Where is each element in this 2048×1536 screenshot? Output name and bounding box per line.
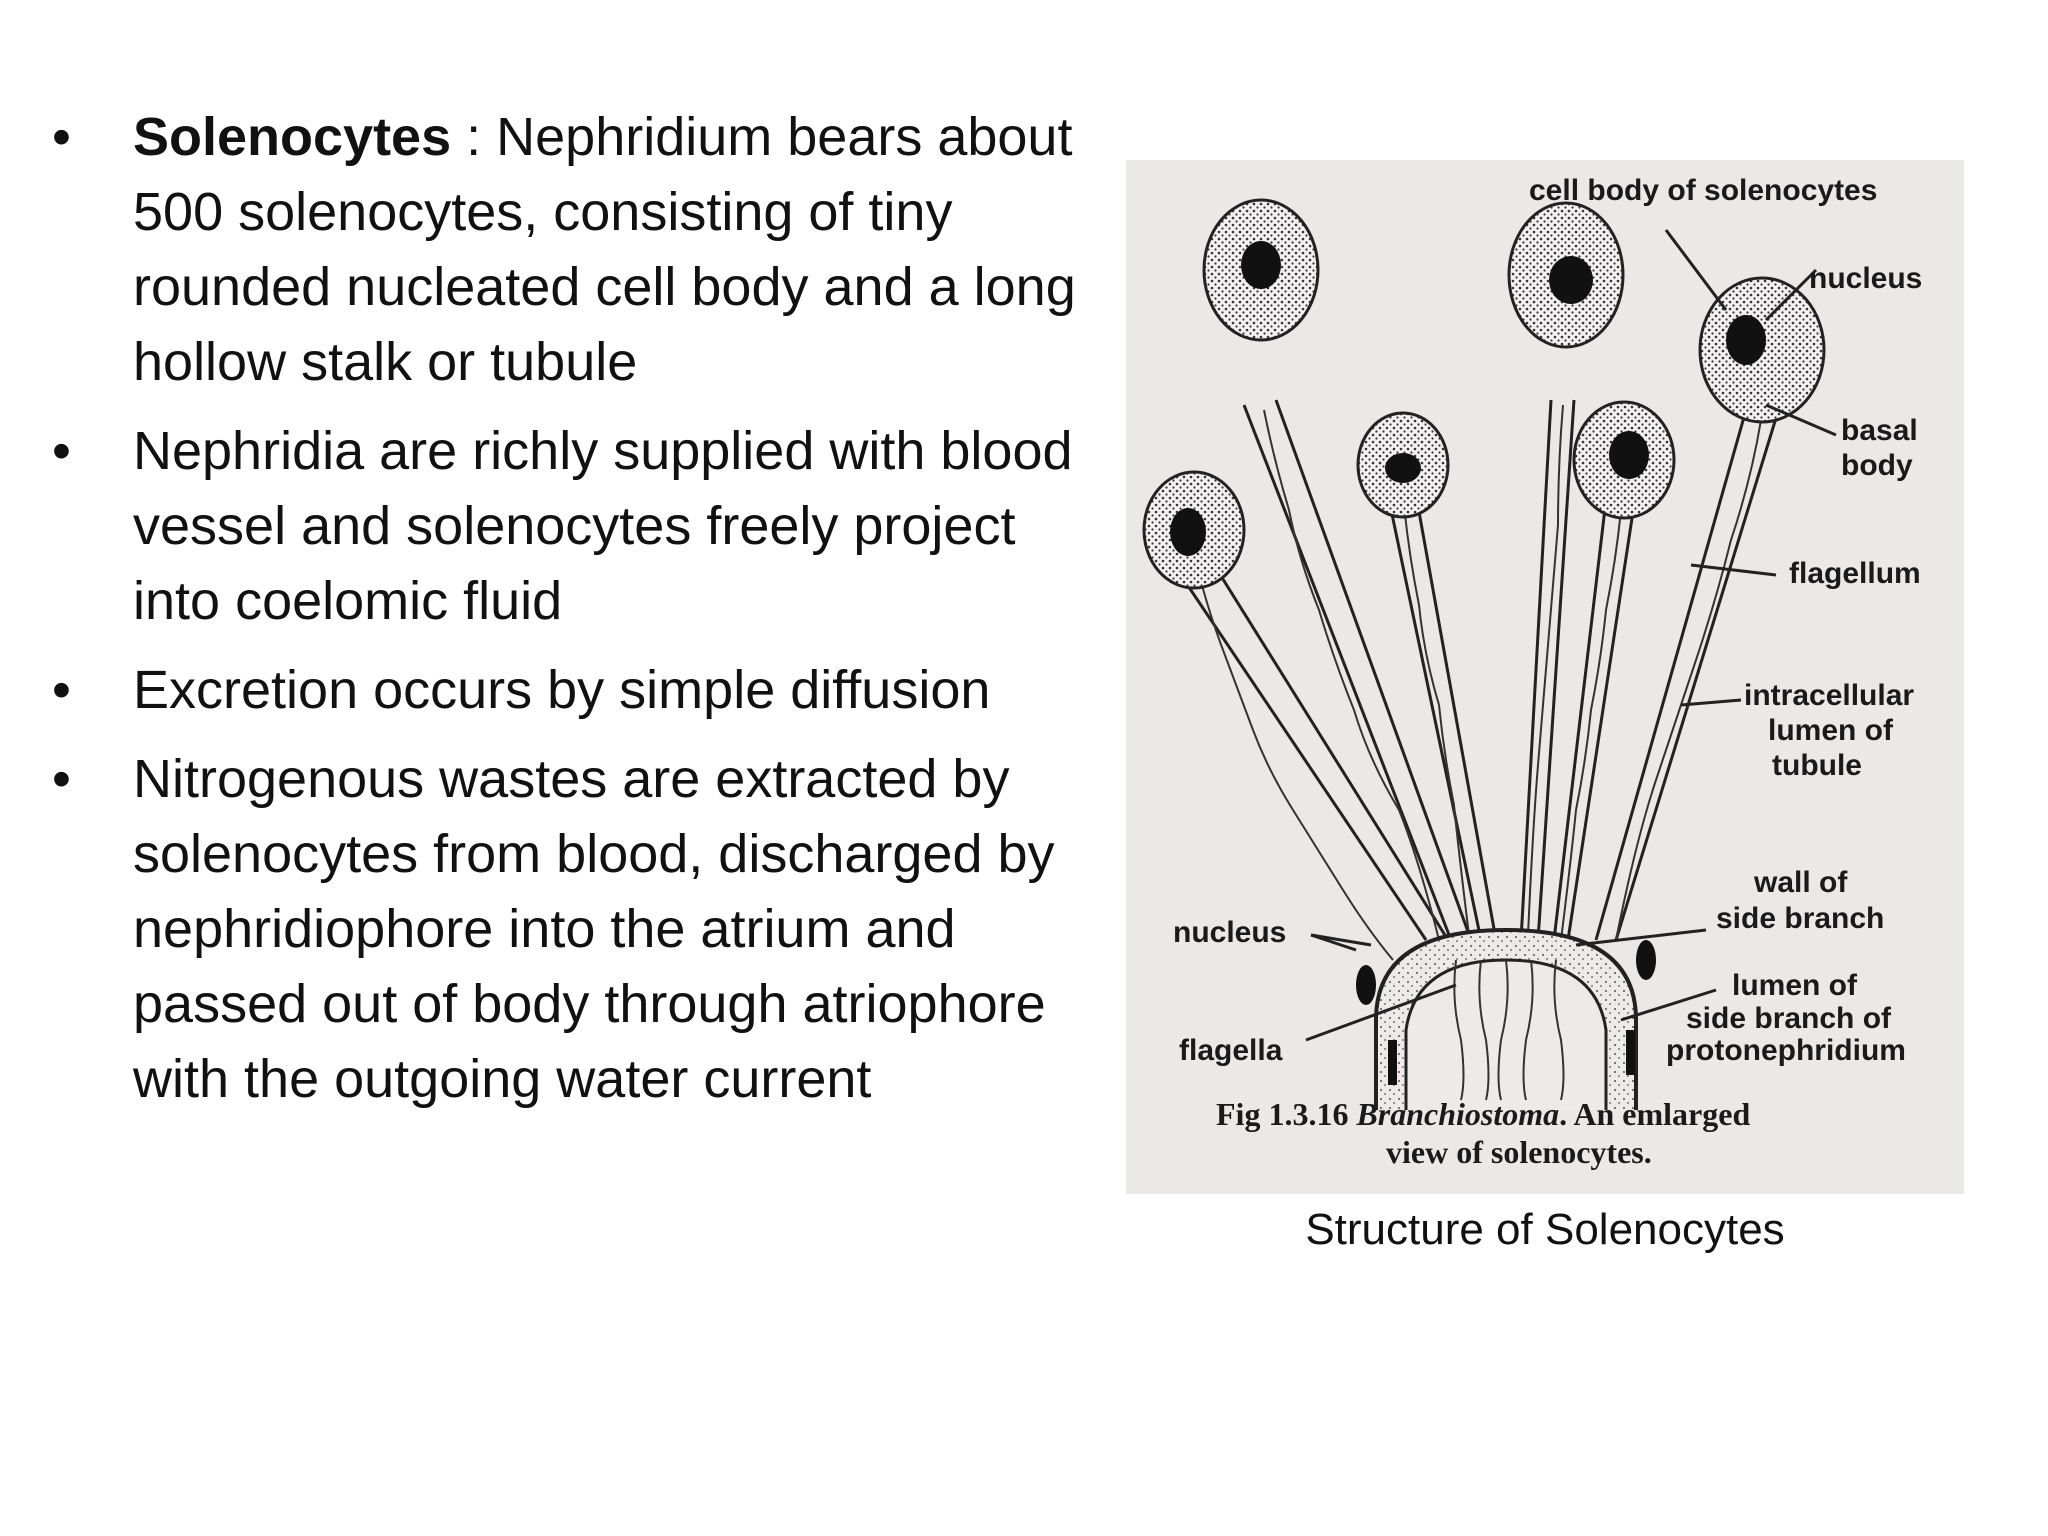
side-branch-lumen xyxy=(1406,960,1606,1110)
bullet-item xyxy=(52,653,1082,728)
label-body: body xyxy=(1841,449,1913,482)
fig-caption-rest: . An emlarged xyxy=(1559,1096,1751,1132)
label-lumen-of: lumen of xyxy=(1768,714,1893,747)
label-basal: basal xyxy=(1841,414,1918,447)
bullet-glyph: • xyxy=(52,421,71,481)
bullet-text: Nephridia are richly supplied with blood vessel and solenocytes freely project into coelomic fluid xyxy=(133,421,1073,631)
nuclei xyxy=(1170,241,1766,556)
label-side-branch-of: side branch of xyxy=(1686,1002,1892,1035)
label-cell-body: cell body of solenocytes xyxy=(1529,174,1878,207)
bullet-item xyxy=(52,742,1082,1117)
tubules xyxy=(1174,400,1776,940)
label-intracellular: intracellular xyxy=(1744,679,1915,712)
figure-caption-line2: view of solenocytes. xyxy=(1386,1134,1652,1170)
bullet-text: Nitrogenous wastes are extracted by solenocytes from blood, discharged by nephridiophore into the atrium and passed out of body through atriophore with the outgoing water current xyxy=(133,749,1055,1109)
bullet-glyph: • xyxy=(52,660,71,720)
fig-number: Fig 1.3.16 xyxy=(1216,1096,1357,1132)
label-lumen: lumen of xyxy=(1732,969,1857,1002)
label-wall-of: wall of xyxy=(1754,866,1848,899)
bullet-text: : Nephridium bears about 500 solenocytes, consisting of tiny rounded nucleated cell body and a long hollow stalk or tubule xyxy=(133,107,1076,392)
label-side-branch: side branch xyxy=(1716,902,1885,935)
bullet-glyph: • xyxy=(52,107,71,167)
bullet-glyph: • xyxy=(52,749,71,809)
bullet-item xyxy=(52,414,1082,639)
label-nucleus-left: nucleus xyxy=(1173,916,1287,949)
label-flagella: flagella xyxy=(1179,1034,1283,1067)
solenocyte-illustration xyxy=(1126,160,1964,1194)
figure-caption-line1 xyxy=(1216,1096,1750,1132)
flagella-lines xyxy=(1198,405,1761,960)
bullet-text: Excretion occurs by simple diffusion xyxy=(133,660,991,720)
label-flagellum: flagellum xyxy=(1789,557,1921,590)
figure-caption: Structure of Solenocytes xyxy=(1305,1205,1785,1254)
bullet-item xyxy=(52,100,1082,400)
fig-genus: Branchiostoma xyxy=(1356,1096,1560,1132)
bullet-list xyxy=(52,100,1082,1131)
label-tubule: tubule xyxy=(1772,749,1862,782)
solenocyte-diagram xyxy=(1126,160,1964,1194)
label-nucleus: nucleus xyxy=(1809,262,1923,295)
label-protonephridium: protonephridium xyxy=(1666,1034,1906,1067)
bullet-term: Solenocytes xyxy=(133,107,452,167)
